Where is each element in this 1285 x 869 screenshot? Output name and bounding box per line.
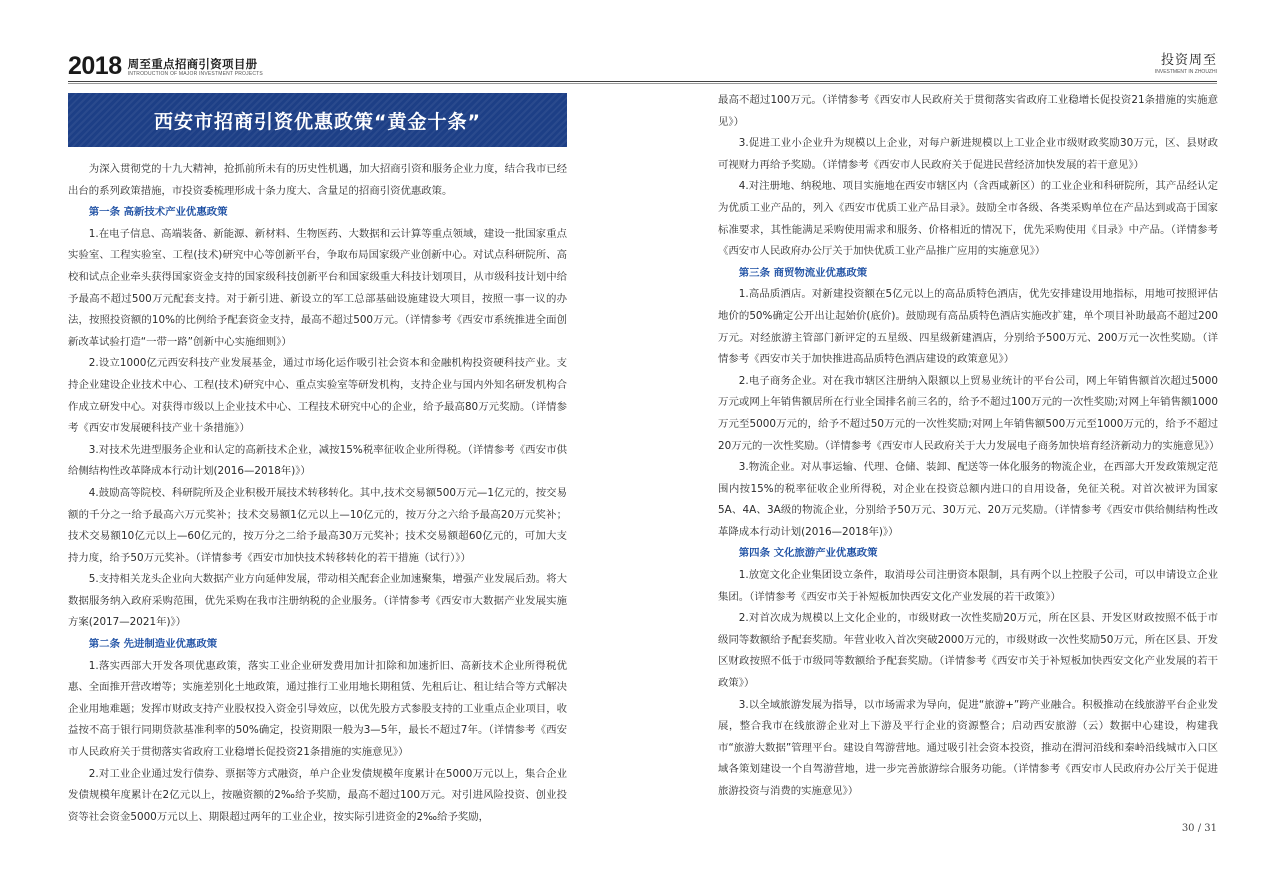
header-rule xyxy=(68,81,1217,82)
page-header xyxy=(0,0,1285,80)
paragraph: 1.高品质酒店。对新建投资额在5亿元以上的高品质特色酒店，优先安排建设用地指标，用地可按照评估地价的50%确定公开出让起始价(底价)。鼓励现有高品质特色酒店实施改扩建，单个项目补助最高不超过200万元。对经旅游主管部门新评定的五星级、四星级新建酒店，分别给予500万元、200万元一次性奖励。（详情参考《西安市关于加快推进高品质特色酒店建设的政策意见》） xyxy=(718,288,1218,366)
header-section-en: INVESTMENT IN ZHOUZHI xyxy=(1154,69,1217,75)
title-banner xyxy=(68,93,567,147)
paragraph: 1.在电子信息、高端装备、新能源、新材料、生物医药、大数据和云计算等重点领域，建设一批国家重点实验室、工程实验室、工程(技术)研究中心等创新平台，争取布局国家级产业创新中心。对试点科研院所、高校和试点企业牵头获得国家资金支持的国家级科技创新平台和国家级重大科技计划项目，从市级科技计划中给予最高不超过500万元配套支持。对于新引进、新设立的军工总部基础设施建设大项目，按照一事一议的办法，按照投资额的10%的比例给予配套资金支持，最高不超过500万元。（详情参考《西安市系统推进全面创新改革试验打造“一带一路”创新中心实施细则》） xyxy=(68,227,567,348)
header-title-cn: 周至重点招商引资项目册 xyxy=(127,57,258,71)
left-text-column xyxy=(68,159,567,828)
section-heading: 第三条 商贸物流业优惠政策 xyxy=(738,266,868,279)
banner-title: 西安市招商引资优惠政策“黄金十条” xyxy=(154,110,481,133)
page-number: 30 / 31 xyxy=(1181,823,1217,834)
paragraph: 1.落实西部大开发各项优惠政策，落实工业企业研发费用加计扣除和加速折旧、高新技术企业所得税优惠、全面推开营改增等；实施差别化土地政策，通过推行工业用地长期租赁、先租后让、租让结合等方式解决企业用地难题；发挥市财政支持产业股权投入资金引导效应，以优先股方式参股支持的工业重点企业项目，收益按不高于银行同期贷款基准利率的50%确定，投资期限一般为3—5年，最长不超过7年。（详情参考《西安市人民政府关于贯彻落实省政府工业稳增长促投资21条措施的实施意见》） xyxy=(68,659,567,759)
header-section-cn: 投资周至 xyxy=(1160,53,1217,68)
paragraph: 3.对技术先进型服务企业和认定的高新技术企业，减按15%税率征收企业所得税。（详情参考《西安市供给侧结构性改革降成本行动计划(2016—2018年)》） xyxy=(68,443,567,478)
paragraph: 2.对首次成为规模以上文化企业的，市级财政一次性奖励20万元，所在区县、开发区财政按照不低于市级同等数额给予配套奖励。年营业收入首次突破2000万元的，市级财政一次性奖励50万元，所在区县、开发区财政按照不低于市级同等数额给予配套奖励。（详情参考《西安市关于补短板加快西安文化产业发展的若干政策》） xyxy=(718,612,1218,690)
paragraph: 为深入贯彻党的十九大精神，抢抓前所未有的历史性机遇，加大招商引资和服务企业力度，结合我市已经出台的系列政策措施，市投资委梳理形成十条力度大、含量足的招商引资优惠政策。 xyxy=(68,163,567,197)
paragraph: 2.设立1000亿元西安科技产业发展基金，通过市场化运作吸引社会资本和金融机构投资硬科技产业。支持企业建设企业技术中心、工程(技术)研究中心、重点实验室等研发机构，支持企业与国内外知名研发机构合作成立研发中心。对获得市级以上企业技术中心、工程技术研究中心的企业，给予最高80万元奖励。（详情参考《西安市发展硬科技产业十条措施》） xyxy=(68,357,567,435)
paragraph: 4.鼓励高等院校、科研院所及企业积极开展技术转移转化。其中,技术交易额500万元—1亿元的，按交易额的千分之一给予最高六万元奖补；技术交易额1亿元以上—10亿元的，按万分之六给予最高20万元奖补；技术交易额10亿元以上—60亿元的，按万分之二给予最高30万元奖补；技术交易额超60亿元的，可加大支持力度，给予50万元奖补。（详情参考《西安市加快技术转移转化的若干措施（试行）》） xyxy=(68,486,567,564)
paragraph: 3.物流企业。对从事运输、代理、仓储、装卸、配送等一体化服务的物流企业，在西部大开发政策规定范围内按15%的税率征收企业所得税，对企业在投资总额内进口的自用设备，免征关税。对首次被评为国家5A、4A、3A级的物流企业，分别给予50万元、30万元、20万元奖励。（详情参考《西安市供给侧结构性改革降成本行动计划(2016—2018年)》） xyxy=(718,461,1218,538)
header-title-en: INTRODUCTION OF MAJOR INVESTMENT PROJECTS xyxy=(127,71,263,77)
paragraph: 1.放宽文化企业集团设立条件，取消母公司注册资本限制，具有两个以上控股子公司，可以申请设立企业集团。（详情参考《西安市关于补短板加快西安文化产业发展的若干政策》） xyxy=(718,569,1218,603)
paragraph: 2.对工业企业通过发行债券、票据等方式融资，单户企业发债规模年度累计在5000万元以上，集合企业发债规模年度累计在2亿元以上，按融资额的2‰给予奖励，最高不超过100万元。对引进风险投资、创业投资等社会资金5000万元以上、期限超过两年的工业企业，按实际引进资金的2‰给予奖励， xyxy=(68,767,567,823)
header-rule-thin xyxy=(68,83,1217,84)
section-heading: 第一条 高新技术产业优惠政策 xyxy=(88,206,228,219)
paragraph: 3.以全域旅游发展为指导，以市场需求为导向，促进“旅游+”跨产业融合。积极推动在线旅游平台企业发展，整合我市在线旅游企业对上下游及平行企业的资源整合；启动西安旅游（云）数据中心建设，构建我市“旅游大数据”管理平台。建设自驾游营地。通过吸引社会资本投资，推动在渭河沿线和秦岭沿线城市入口区域各策划建设一个自驾游营地，进一步完善旅游综合服务功能。（详情参考《西安市人民政府办公厅关于促进旅游投资与消费的实施意见》） xyxy=(718,698,1218,797)
header-year: 2018 xyxy=(68,52,122,80)
paragraph-continuation: 最高不超过100万元。（详情参考《西安市人民政府关于贯彻落实省政府工业稳增长促投资21条措施的实施意见》） xyxy=(718,94,1218,128)
paragraph: 2.电子商务企业。对在我市辖区注册纳入限额以上贸易业统计的平台公司，网上年销售额首次超过5000万元或网上年销售额居所在行业全国排名前三名的，给予不超过100万元的一次性奖励;对网上年销售额1000万元至5000万元的，给予不超过50万元的一次性奖励;对网上年销售额500万元至1000万元的，给予不超过20万元的一次性奖励。（详情参考《西安市人民政府关于大力发展电子商务加快培育经济新动力的实施意见》） xyxy=(718,374,1220,452)
paragraph: 4.对注册地、纳税地、项目实施地在西安市辖区内（含西咸新区）的工业企业和科研院所，其产品经认定为优质工业产品的，列入《西安市优质工业产品目录》。鼓励全市各级、各类采购单位在产品达到或高于国家标准要求，其性能满足采购使用需求和服务、价格相近的情况下，优先采购使用《目录》中产品。（详情参考《西安市人民政府办公厅关于加快优质工业产品推广应用的实施意见》） xyxy=(718,180,1218,258)
header-titles xyxy=(128,57,263,79)
right-text-column xyxy=(718,90,1218,803)
section-heading: 第二条 先进制造业优惠政策 xyxy=(88,638,218,651)
section-heading: 第四条 文化旅游产业优惠政策 xyxy=(738,547,878,560)
paragraph: 5.支持相关龙头企业向大数据产业方向延伸发展，带动相关配套企业加速聚集，增强产业发展后劲。将大数据服务纳入政府采购范围，优先采购在我市注册纳税的企业服务。（详情参考《西安市大数据产业发展实施方案(2017—2021年)》） xyxy=(68,573,567,629)
paragraph: 3.促进工业小企业升为规模以上企业，对每户新进规模以上工业企业市级财政奖励30万元，区、县财政可视财力再给予奖励。（详情参考《西安市人民政府关于促进民营经济加快发展的若干意见》） xyxy=(718,137,1218,171)
header-right xyxy=(1155,53,1217,76)
header-left xyxy=(68,53,263,79)
